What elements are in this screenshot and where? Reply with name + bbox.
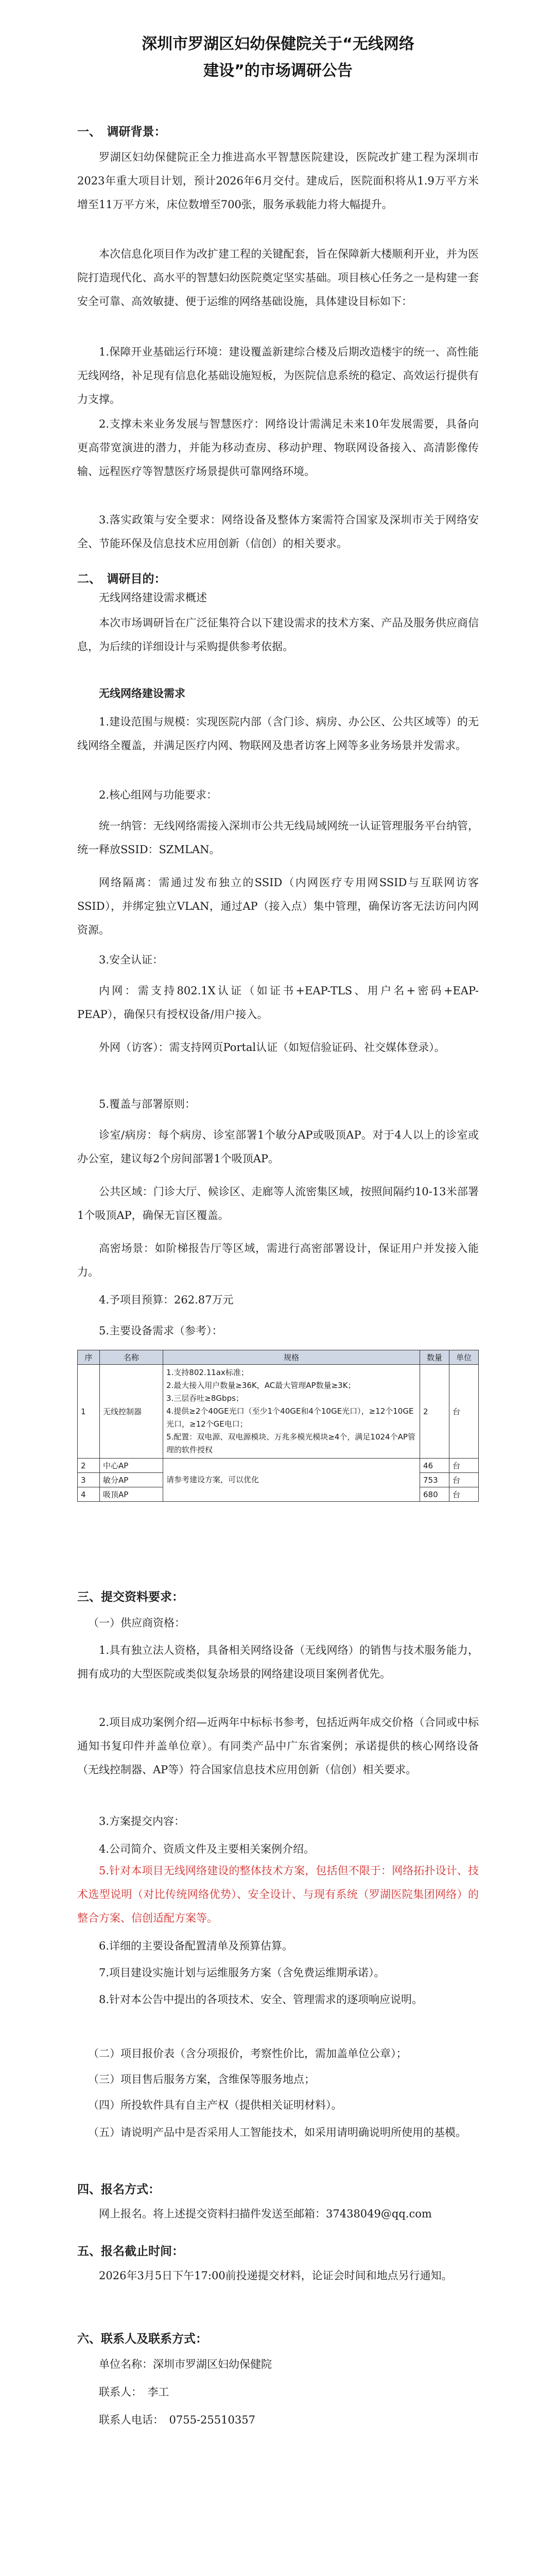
cell-name: 吸顶AP — [100, 1487, 163, 1502]
s2-subtitle: 无线网络建设需求概述 — [99, 591, 207, 604]
s1-paragraph-1: 罗湖区妇幼保健院正全力推进高水平智慧医院建设，医院改扩建工程为深圳市2023年重大项目计划，预计2026年6月交付。建成后，医院面积将从1.9万平方米增至11万平方米，床位数增至700张，服务承载能力将大幅提升。 — [77, 151, 479, 211]
s3-sub-4: （四）所投软件具有自主产权（提供相关证明材料）。 — [88, 2099, 342, 2111]
s2-paragraph-13: 4.予项目预算：262.87万元 — [99, 1294, 234, 1306]
s2-paragraph-5: 网络隔离：需通过发布独立的SSID（内网医疗专用网SSID与互联网访客SSID），并绑定独立VLAN，通过AP（接入点）集中管理，确保访客无法访问内网资源。 — [77, 876, 479, 936]
contact-unit: 单位名称：深圳市罗湖区妇幼保健院 — [99, 2358, 272, 2370]
s3-paragraph-3: 3.方案提交内容： — [99, 1815, 185, 1827]
s3-sub-5: （五）请说明产品中是否采用人工智能技术，如采用请明确说明所使用的基模。 — [88, 2126, 466, 2139]
cell-qty: 46 — [420, 1459, 449, 1473]
s3-sub-3: （三）项目售后服务方案，含维保等服务地点； — [88, 2073, 315, 2086]
cell-no: 1 — [78, 1365, 100, 1459]
s2-paragraph-4: 统一纳管：无线网络需接入深圳市公共无线局域网统一认证管理服务平台纳管，统一释放SSID：SZMLAN。 — [77, 820, 479, 856]
table-row — [78, 1365, 479, 1459]
s3-paragraph-4: 4.公司简介、资质文件及主要相关案例介绍。 — [99, 1843, 315, 1855]
s1-paragraph-5: 3.落实政策与安全要求：网络设备及整体方案需符合国家及深圳市关于网络安全、节能环保及信息技术应用创新（信创）的相关要求。 — [77, 514, 479, 550]
s2-paragraph-8: 外网（访客）：需支持网页Portal认证（如短信验证码、社交媒体登录）。 — [99, 1041, 445, 1054]
cell-name: 敏分AP — [100, 1473, 163, 1487]
s4-paragraph-1: 网上报名。将上述提交资料扫描件发送至邮箱：37438049@qq.com — [99, 2208, 432, 2220]
cell-qty: 680 — [420, 1487, 449, 1502]
s2-paragraph-6: 3.安全认证： — [99, 954, 164, 966]
spec-line: 3.三层吞吐≥8Gbps； — [166, 1394, 244, 1403]
cell-qty: 2 — [420, 1365, 449, 1459]
s2-paragraph-14: 5.主要设备需求（参考）： — [99, 1325, 223, 1337]
col-header-unit: 单位 — [449, 1350, 479, 1365]
cell-unit: 台 — [449, 1459, 479, 1473]
s2-paragraph-12: 高密场景：如阶梯报告厅等区域，需进行高密部署设计，保证用户并发接入能力。 — [77, 1242, 479, 1278]
section-6-heading: 六、联系人及联系方式： — [77, 2332, 207, 2346]
col-header-spec: 规格 — [163, 1350, 420, 1365]
s1-paragraph-4: 2.支撑未来业务发展与智慧医疗：网络设计需满足未来10年发展需要，具备向更高带宽演进的潜力，并能为移动查房、移动护理、物联网设备接入、高清影像传输、远程医疗等智慧医疗场景提供可靠网络环境。 — [77, 418, 479, 478]
s2-requirements-heading: 无线网络建设需求 — [99, 687, 185, 700]
col-header-no: 序 — [78, 1350, 100, 1365]
cell-name: 无线控制器 — [100, 1365, 163, 1459]
cell-spec — [163, 1365, 420, 1459]
s3-sub-1: （一）供应商资格： — [88, 1617, 185, 1629]
cell-unit: 台 — [449, 1473, 479, 1487]
s3-paragraph-2: 2.项目成功案例介绍—近两年中标标书参考，包括近两年成交价格（合同或中标通知书复印件并盖单位章）。有同类产品中广东省案例；承诺提供的核心网络设备（无线控制器、AP等）符合国家信息技术应用创新（信创）相关要求。 — [77, 1716, 479, 1776]
s3-paragraph-6: 6.详细的主要设备配置清单及预算估算。 — [99, 1940, 293, 1952]
spec-line: 请参考建设方案，可以优化 — [166, 1475, 259, 1484]
spec-line: 4.提供≥2个40GE光口（至少1个40GE和4个10GE光口），≥12个10GE光口，≥12个GE电口； — [166, 1406, 414, 1429]
s2-paragraph-2: 1.建设范围与规模：实现医院内部（含门诊、病房、办公区、公共区域等）的无线网络全覆盖，并满足医疗内网、物联网及患者访客上网等多业务场景并发需求。 — [77, 716, 479, 752]
section-5-heading: 五、报名截止时间： — [77, 2245, 184, 2258]
page-title-line1: 深圳市罗湖区妇幼保健院关于“无线网络 — [142, 35, 414, 53]
cell-name: 中心AP — [100, 1459, 163, 1473]
section-3-heading: 三、提交资料要求： — [77, 1590, 184, 1604]
section-4-heading: 四、报名方式： — [77, 2183, 160, 2196]
cell-unit: 台 — [449, 1365, 479, 1459]
section-2-heading: 二、 调研目的： — [77, 572, 166, 586]
s3-paragraph-7: 7.项目建设实施计划与运维服务方案（含免费运维期承诺）。 — [99, 1967, 385, 1979]
table-header-row — [78, 1350, 479, 1365]
s2-paragraph-1: 本次市场调研旨在广泛征集符合以下建设需求的技术方案、产品及服务供应商信息，为后续的详细设计与采购提供参考依据。 — [77, 617, 479, 653]
table-row — [78, 1459, 479, 1473]
spec-line: 1.支持802.11ax标准； — [166, 1368, 249, 1377]
s2-paragraph-7: 内网：需支持802.1X认证（如证书+EAP-TLS、用户名+密码+EAP-PEAP），确保只有授权设备/用户接入。 — [77, 985, 479, 1021]
s2-paragraph-3: 2.核心组网与功能要求： — [99, 789, 218, 801]
contact-person: 联系人： 李工 — [99, 2386, 169, 2398]
s3-paragraph-8: 8.针对本公告中提出的各项技术、安全、管理需求的逐项响应说明。 — [99, 1993, 423, 2006]
cell-qty: 753 — [420, 1473, 449, 1487]
s2-paragraph-10: 诊室/病房：每个病房、诊室部署1个敏分AP或吸顶AP。对于4人以上的诊室或办公室，建议每2个房间部署1个吸顶AP。 — [77, 1129, 479, 1165]
s3-sub-2: （二）项目报价表（含分项报价，考察性价比，需加盖单位公章）； — [88, 2047, 407, 2060]
s1-paragraph-3: 1.保障开业基础运行环境：建设覆盖新建综合楼及后期改造楼宇的统一、高性能无线网络，补足现有信息化基础设施短板，为医院信息系统的稳定、高效运行提供有力支撑。 — [77, 346, 479, 405]
cell-spec — [163, 1459, 420, 1502]
s3-paragraph-5: 5.针对本项目无线网络建设的整体技术方案，包括但不限于：网络拓扑设计、技术选型说明（对比传统网络优势）、安全设计、与现有系统（罗湖医院集团网络）的整合方案、信创适配方案等。 — [77, 1865, 479, 1924]
col-header-name: 名称 — [100, 1350, 163, 1365]
section-1-heading: 一、 调研背景： — [77, 125, 166, 139]
cell-no: 2 — [78, 1459, 100, 1473]
s2-paragraph-11: 公共区域：门诊大厅、候诊区、走廊等人流密集区域，按照间隔约10-13米部署1个吸顶AP，确保无盲区覆盖。 — [77, 1185, 479, 1222]
s2-paragraph-9: 5.覆盖与部署原则： — [99, 1098, 196, 1110]
s3-paragraph-1: 1.具有独立法人资格，具备相关网络设备（无线网络）的销售与技术服务能力，拥有成功的大型医院或类似复杂场景的网络建设项目案例者优先。 — [77, 1644, 479, 1680]
s5-paragraph-1: 2026年3月5日下午17:00前投递提交材料，论证会时间和地点另行通知。 — [99, 2269, 453, 2282]
contact-phone: 联系人电话： 0755-25510357 — [99, 2414, 255, 2426]
cell-no: 3 — [78, 1473, 100, 1487]
s1-paragraph-2: 本次信息化项目作为改扩建工程的关键配套，旨在保障新大楼顺利开业，并为医院打造现代化、高水平的智慧妇幼医院奠定坚实基础。项目核心任务之一是构建一套安全可靠、高效敏捷、便于运维的网络基础设施，具体建设目标如下： — [77, 248, 479, 308]
cell-unit: 台 — [449, 1487, 479, 1502]
equipment-table — [77, 1350, 479, 1502]
cell-no: 4 — [78, 1487, 100, 1502]
spec-line: 2.最大接入用户数量≥36K，AC最大管理AP数量≥3K； — [166, 1381, 356, 1390]
spec-line: 5.配置：双电源、双电源模块、万兆多模光模块≥4个，满足1024个AP管理的软件授权 — [166, 1432, 415, 1454]
page-title-line2: 建设”的市场调研公告 — [203, 62, 353, 80]
col-header-qty: 数量 — [420, 1350, 449, 1365]
